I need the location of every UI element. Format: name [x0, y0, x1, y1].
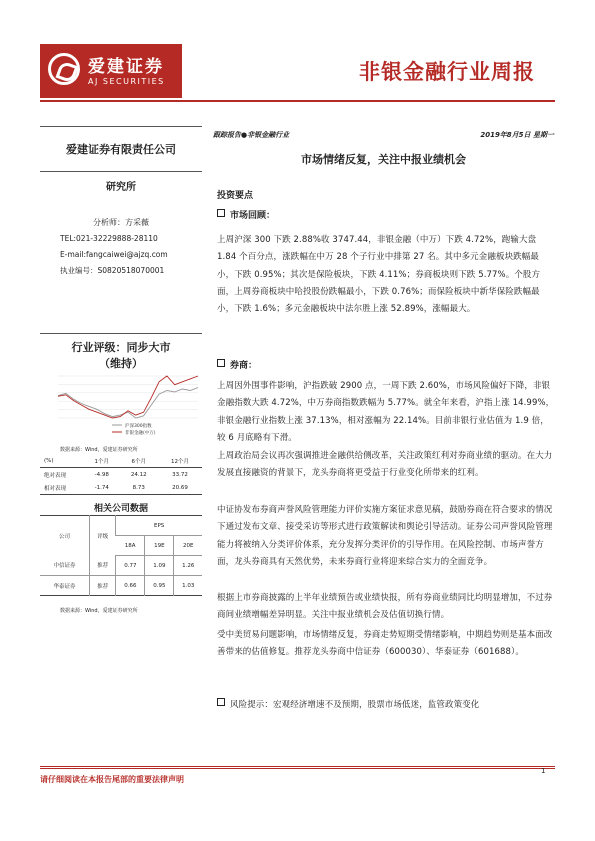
perf-row-relative	[40, 481, 202, 495]
analyst-email[interactable]: E-mail:fangcaiwei@ajzq.com	[60, 250, 168, 259]
logo-emblem-icon	[48, 53, 80, 85]
analyst-name: 分析师：方采薇	[93, 218, 149, 227]
logo-english-name: AJ SECURITIES	[88, 77, 165, 86]
comp-name: 中信证券	[40, 556, 89, 576]
report-date: 2019年8月5日 星期一	[480, 131, 554, 139]
paragraph-brokers-1: 上周因外围事件影响，沪指跌破 2900 点，一周下跌 2.60%，市场风险偏好下降，非银金融指数大跌 4.72%，中万券商指数跌幅为 5.77%。就全年来看，沪指上涨 14.99%，非银金融行业指数上涨 37.13%，相对涨幅为 22.14%。目前非银行业估值为 1.9 倍，较 6 月底略有下滑。	[217, 381, 555, 443]
comp-header-row-1	[40, 516, 202, 536]
perf-row-absolute	[40, 468, 202, 482]
paragraph-market-review: 上周沪深 300 下跌 2.88%收 3747.44，非银金融（中万）下跌 4.72%，跑输大盘 1.84 个百分点，涨跌幅在中万 28 个子行业中排第 27 名。其中多元金融板块跌幅最小，下跌 0.95%；其次是保险板块，下跌 4.11%；券商板块则下跌 5.77%。个股方面，上周券商板块中哈投股份跌幅最小，下跌 0.76%；而保险板块中新华保险跌幅最小，下跌 1.6%；多元金融板块中法尔胜上涨 52.89%，涨幅最大。	[217, 235, 541, 315]
company-name: 爱建证券有限责任公司	[66, 143, 176, 156]
section-title: 市场回顾：	[230, 211, 276, 221]
comp-year-19e: 19E	[145, 536, 174, 556]
comp-row-citic	[40, 556, 202, 576]
perf-cell: 20.69	[158, 481, 202, 495]
index-performance-chart	[40, 372, 202, 442]
perf-header-12m: 12个月	[158, 454, 202, 468]
section-title: 券商：	[230, 361, 258, 371]
perf-cell: 24.12	[130, 471, 147, 478]
report-type: 跟踪报告●非银金融行业	[213, 131, 290, 139]
legend-hs300: 沪深300指数	[125, 424, 152, 429]
industry-rating	[40, 340, 202, 372]
chart-series-line-0	[58, 388, 198, 418]
perf-row-label: 绝对表现	[44, 472, 67, 479]
perf-row-label: 相对表现	[40, 481, 84, 495]
comp-eps: 1.26	[174, 556, 202, 576]
comp-eps: 1.09	[145, 556, 174, 576]
chart-series-line-1	[58, 376, 198, 418]
perf-cell: -1.74	[84, 481, 119, 495]
paragraph-brokers-2: 上周政治局会议再次强调推进金融供给侧改革，关注政策红利对券商业绩的驱动。在大力发展直接融资的背景下，龙头券商将更受益于行业变化所带来的红利。	[217, 451, 553, 479]
logo-chinese-name: 爱建证券	[88, 57, 164, 77]
checkbox-bullet-icon	[217, 359, 225, 367]
comp-year-20e: 20E	[174, 536, 202, 556]
related-companies-title: 相关公司数据	[93, 504, 148, 514]
section-market-review	[217, 208, 275, 221]
rating-maintain: （维持）	[99, 357, 143, 370]
report-meta	[213, 130, 554, 140]
paragraph-brokers-3: 中证协发布券商声誉风险管理能力评价实施方案征求意见稿，鼓励券商在符合要求的情况下通过发布文章、接受采访等形式进行政策解读和舆论引导活动。证券公司声誉风险管理能力将被纳入分类评价体系，充分发挥分类评价的引导作用。在风险控制、市场声誉方面，龙头券商具有天然优势，未来券商行业将迎来综合实力的全面竞争。	[217, 505, 553, 567]
comp-header-rating: 评级	[89, 516, 115, 556]
report-category-title: 非银金融行业周报	[359, 59, 535, 84]
perf-cell: -4.98	[94, 471, 109, 478]
comp-row-htsc	[40, 576, 202, 596]
perf-cell: 33.72	[172, 471, 188, 478]
paragraph-brokers-4: 根据上市券商披露的上半年业绩预告或业绩快报，所有券商业绩同比均明显增加，不过券商间业绩增幅差异明显。关注中报业绩机会及估值切换行情。	[217, 593, 553, 621]
chart-source: 数据来源：Wind，爱建证券研究所	[60, 447, 138, 453]
comp-eps: 0.66	[116, 576, 145, 596]
comp-eps: 0.95	[145, 576, 174, 596]
company-logo	[40, 44, 182, 98]
table-source: 数据来源：Wind，爱建证券研究所	[60, 608, 138, 614]
checkbox-bullet-icon	[217, 209, 225, 217]
perf-cell: 8.73	[119, 481, 158, 495]
perf-header-6m: 6个月	[119, 454, 158, 468]
legal-notice[interactable]: 请仔细阅读在本报告尾部的重要法律声明	[40, 775, 184, 784]
page-number: 1	[541, 767, 546, 775]
rating-divider	[40, 333, 202, 334]
comp-eps: 1.03	[174, 576, 202, 596]
perf-header-1m: 1个月	[84, 454, 119, 468]
risk-warning	[217, 697, 555, 714]
comp-header-eps: EPS	[116, 516, 202, 536]
report-subtitle: 市场情绪反复，关注中报业绩机会	[301, 153, 466, 166]
comp-name: 华泰证券	[53, 583, 76, 590]
analyst-cert-number: 执业编号：S0820518070001	[60, 266, 165, 275]
comp-header-company: 公司	[58, 533, 70, 540]
comp-rating: 推荐	[89, 576, 115, 596]
department: 研究所	[106, 182, 136, 193]
checkbox-bullet-icon	[217, 698, 225, 706]
footer-divider	[40, 766, 555, 767]
section-brokers	[217, 358, 257, 371]
company-box	[40, 126, 202, 172]
rating-label: 行业评级：同步大市	[71, 341, 171, 354]
comp-eps: 0.77	[116, 556, 145, 576]
analyst-phone: TEL:021-32229888-28110	[60, 234, 158, 243]
investment-highlights-heading: 投资要点	[217, 191, 254, 201]
perf-header-unit: (%)	[40, 454, 84, 468]
perf-header-row	[40, 454, 202, 468]
legend-nonbank: 非银金融(中万)	[125, 431, 156, 436]
related-companies-table	[40, 515, 202, 596]
header-divider	[40, 100, 555, 102]
performance-table	[40, 454, 202, 495]
comp-year-18a: 18A	[116, 536, 145, 556]
comp-rating: 推荐	[89, 556, 115, 576]
risk-text: 风险提示：宏观经济增速不及预期，股票市场低迷，监管政策变化	[230, 700, 480, 710]
footer-divider	[40, 768, 555, 769]
paragraph-brokers-5: 受中美贸易问题影响，市场情绪反复，券商走势短期受情绪影响，中期趋势则是基本面改善带来的估值修复。推荐龙头券商中信证券（600030）、华泰证券（601688）。	[217, 630, 553, 658]
